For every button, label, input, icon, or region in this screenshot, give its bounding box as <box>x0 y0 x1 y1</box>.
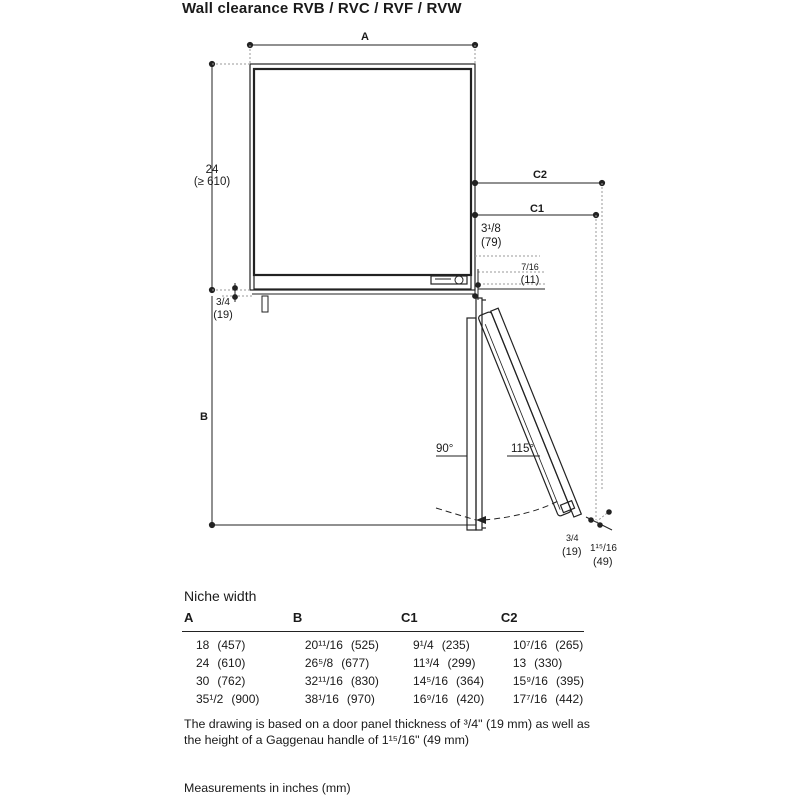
cell-c2: 15⁹/16 <box>512 673 548 688</box>
cell-c1-mm: (235) <box>441 637 470 652</box>
drawing-note <box>184 716 624 748</box>
header-c1: C1 <box>399 606 499 632</box>
cell-c2: 10⁷/16 <box>512 637 548 652</box>
cell-c1: 9¹/4 <box>413 637 434 652</box>
upper-gap-fraction: 3¹/8 <box>481 223 501 235</box>
side-gap-mm: (11) <box>520 274 540 286</box>
door-90-degrees <box>467 298 486 530</box>
table-row <box>182 636 584 654</box>
door-thickness-mm: (19) <box>562 546 582 558</box>
dimension-door-handle <box>586 510 612 530</box>
header-b: B <box>291 606 399 632</box>
cell-b-mm: (830) <box>350 673 379 688</box>
cell-c2-mm: (265) <box>555 637 584 652</box>
cell-c2: 13 <box>512 655 527 670</box>
dimension-b <box>209 296 476 528</box>
angle-90-label: 90° <box>436 443 454 455</box>
header-a: A <box>182 606 291 632</box>
note-line-1: The drawing is based on a door panel thickness of ³/4" (19 mm) as well as <box>184 717 590 731</box>
cell-b-mm: (970) <box>346 691 375 706</box>
left-offset-fraction: 3/4 <box>216 297 230 308</box>
swing-arrow-head <box>476 516 486 524</box>
door-115-degrees <box>478 308 582 522</box>
label-c2: C2 <box>532 169 548 181</box>
cell-c1-mm: (299) <box>447 655 476 670</box>
label-a: A <box>361 31 369 43</box>
door-thickness-fraction: 3/4 <box>566 533 579 543</box>
left-offset-mm: (19) <box>213 309 233 321</box>
page-title: Wall clearance RVB / RVC / RVF / RVW <box>182 0 462 17</box>
table-row <box>182 672 584 690</box>
cell-b: 32¹¹/16 <box>304 673 343 688</box>
cell-a: 18 <box>196 637 210 652</box>
cell-c2-mm: (442) <box>555 691 584 706</box>
depth-mm: (≥ 610) <box>193 176 231 188</box>
cell-c2-mm: (395) <box>555 673 584 688</box>
side-gap-fraction: 7/16 <box>521 262 539 272</box>
upper-gap-mm: (79) <box>481 237 502 249</box>
cell-c2-mm: (330) <box>534 655 563 670</box>
table-row <box>182 690 584 708</box>
label-b: B <box>200 411 208 423</box>
cell-c1: 16⁹/16 <box>413 691 449 706</box>
cell-b-mm: (677) <box>341 655 370 670</box>
label-c1: C1 <box>529 203 545 215</box>
angle-115-label: 115° <box>511 443 534 455</box>
cell-b-mm: (525) <box>350 637 379 652</box>
header-c2: C2 <box>499 606 584 632</box>
cell-a-mm: (762) <box>217 673 246 688</box>
cell-c1: 11³/4 <box>413 655 440 670</box>
cell-a: 24 <box>196 655 210 670</box>
niche-width-caption: Niche width <box>184 588 257 604</box>
cell-b: 20¹¹/16 <box>304 637 343 652</box>
cell-c1-mm: (364) <box>456 673 485 688</box>
cell-b: 38¹/16 <box>304 691 339 706</box>
swing-arc-right <box>484 500 560 520</box>
cell-c2: 17⁷/16 <box>512 691 548 706</box>
dimension-a <box>247 42 477 64</box>
cabinet-body <box>250 64 475 312</box>
dimension-c1 <box>472 212 598 520</box>
handle-fraction: 1¹⁵/16 <box>590 543 617 554</box>
dimensions-table <box>182 606 584 708</box>
cell-b: 26⁵/8 <box>304 655 334 670</box>
cell-a-mm: (900) <box>231 691 260 706</box>
units-footer: Measurements in inches (mm) <box>184 781 351 795</box>
cell-a-mm: (610) <box>217 655 246 670</box>
swing-arc-left <box>436 508 476 520</box>
note-line-2: the height of a Gaggenau handle of 1¹⁵/16" (49 mm) <box>184 733 470 747</box>
cell-c1: 14⁵/16 <box>413 673 449 688</box>
table-row <box>182 654 584 672</box>
depth-inches: 24 <box>205 164 219 176</box>
cell-a-mm: (457) <box>217 637 246 652</box>
handle-mm: (49) <box>593 556 613 568</box>
cell-a: 35¹/2 <box>196 691 224 706</box>
cell-c1-mm: (420) <box>456 691 485 706</box>
cell-a: 30 <box>196 673 210 688</box>
table-header-row <box>182 606 584 632</box>
